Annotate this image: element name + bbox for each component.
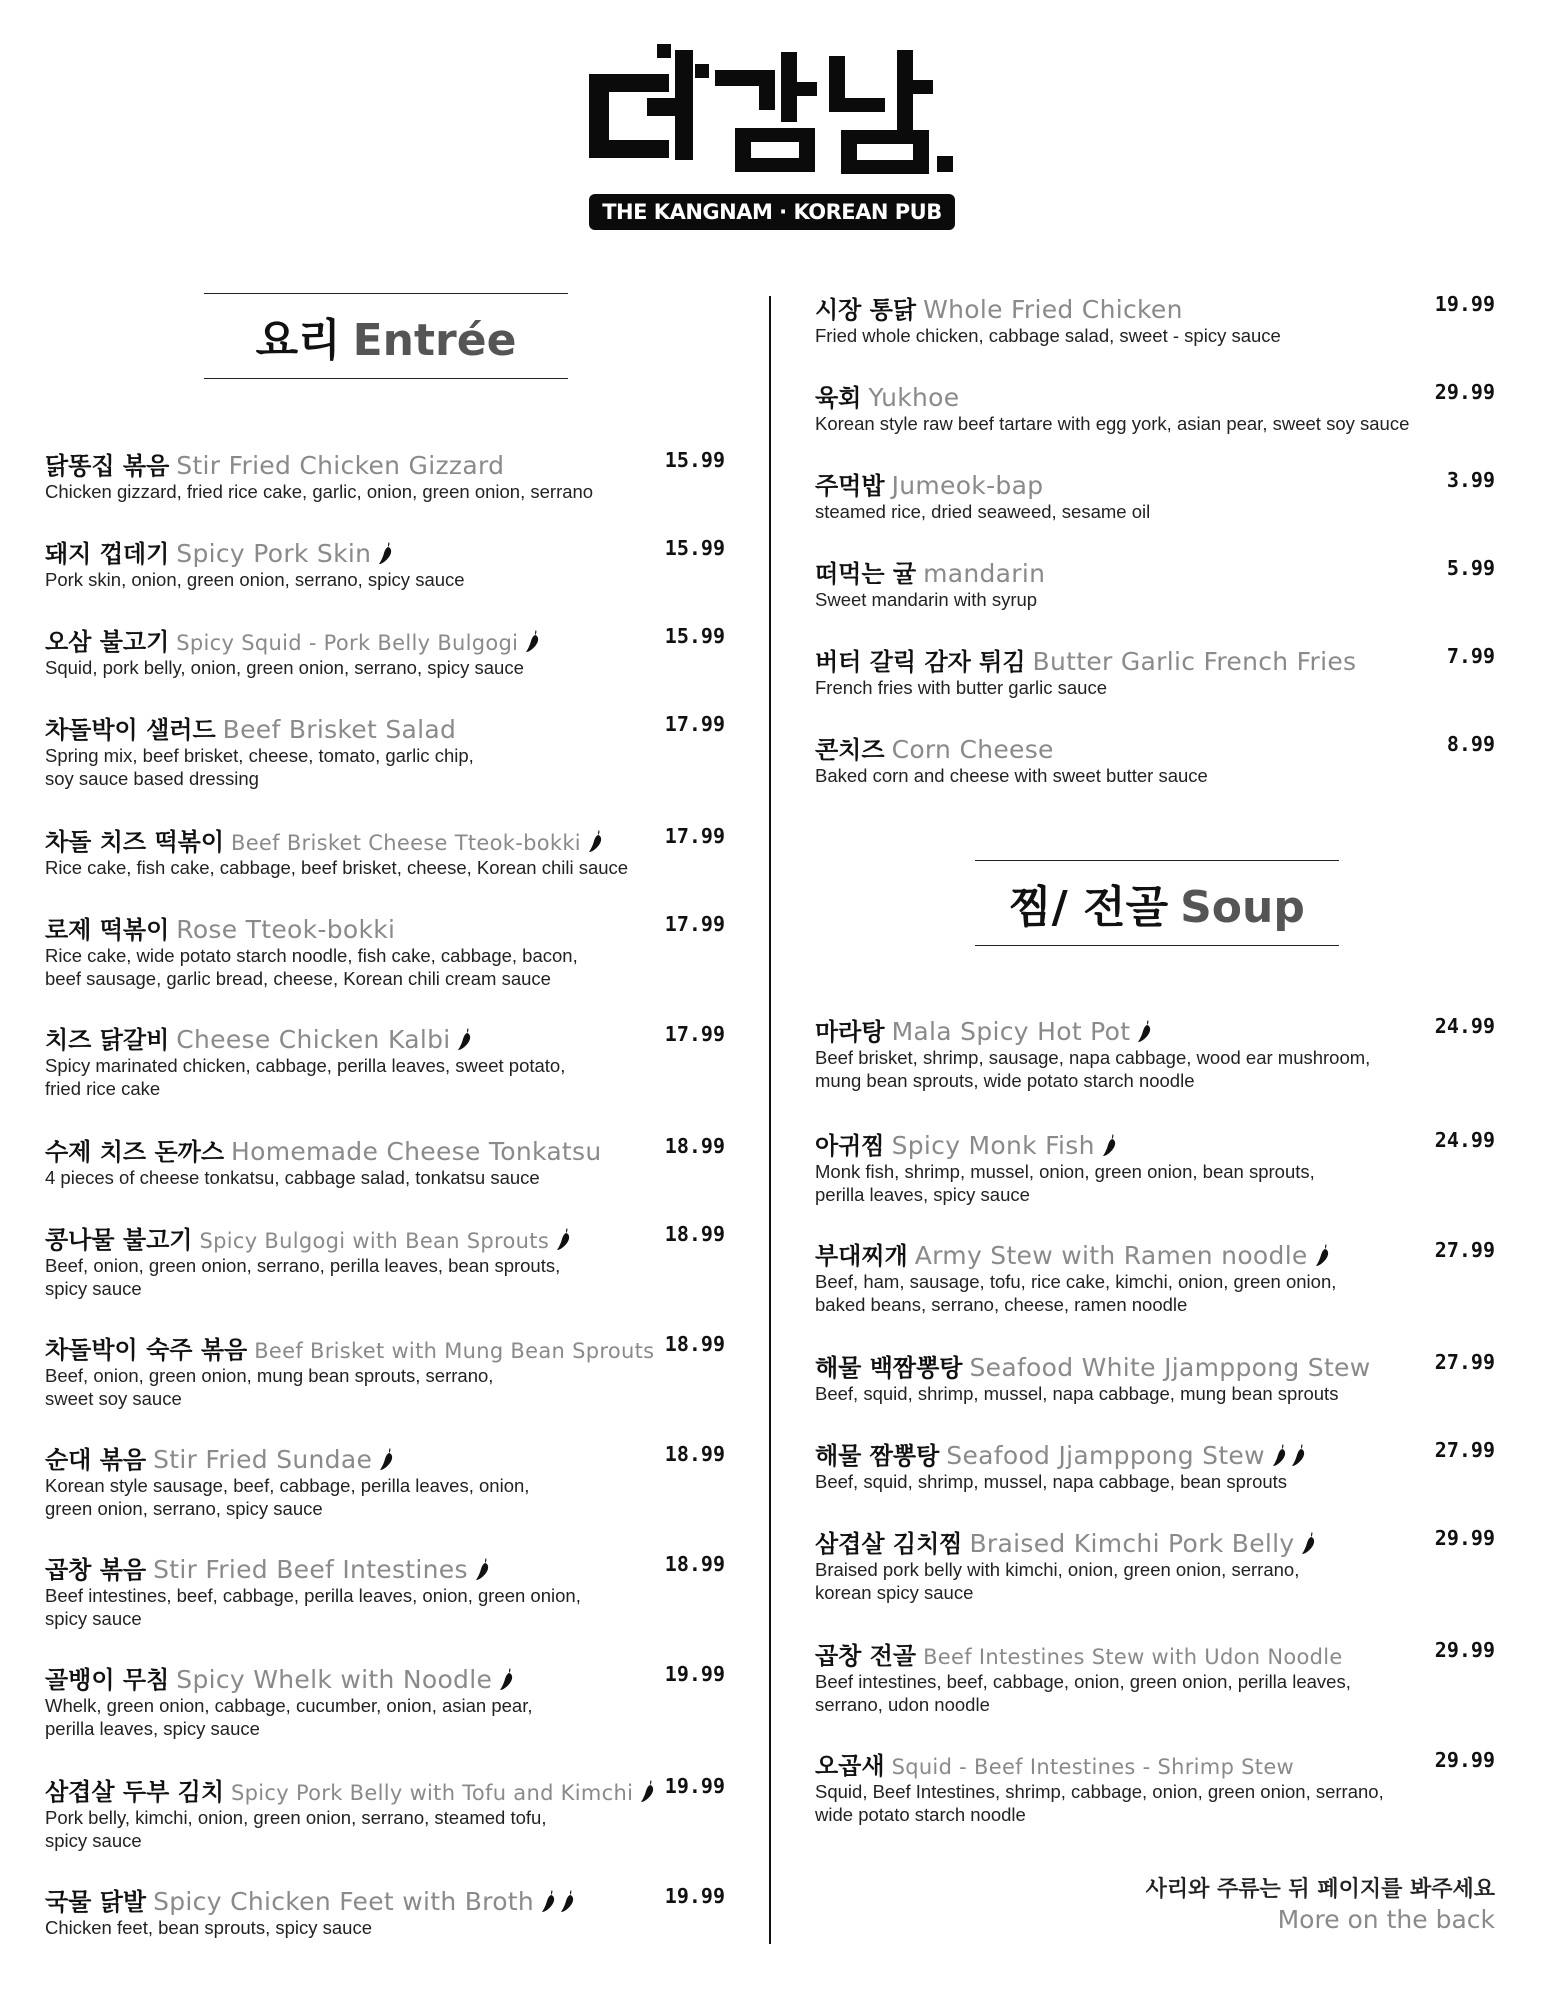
menu-item-description: Rice cake, fish cake, cabbage, beef brisket, cheese, Korean chili sauce	[45, 857, 629, 878]
menu-item-price: 8.99	[1446, 732, 1495, 756]
menu-item-title-line	[45, 1440, 725, 1474]
menu-item	[815, 466, 1495, 523]
section-title-en: Soup	[1180, 882, 1305, 933]
menu-item-name-ko: 곱창 볶음	[45, 1556, 147, 1584]
chili-pepper-icon	[1101, 1133, 1119, 1157]
menu-item-name-en: Spicy Pork Skin	[176, 539, 372, 568]
menu-item-description: Beef, squid, shrimp, mussel, napa cabbage, mung bean sprouts	[815, 1383, 1339, 1404]
menu-item-description: Monk fish, shrimp, mussel, onion, green onion, bean sprouts, perilla leaves, spicy sauce	[815, 1161, 1315, 1205]
menu-item	[815, 1126, 1495, 1206]
menu-item-price: 19.99	[1434, 292, 1495, 316]
menu-item-name-ko: 곱창 전골	[815, 1642, 917, 1670]
menu-item-title-line	[815, 466, 1495, 500]
menu-item-name-ko: 닭똥집 볶음	[45, 452, 170, 480]
menu-item-price: 15.99	[664, 624, 725, 648]
menu-item-name-en: Corn Cheese	[891, 735, 1054, 764]
menu-item	[45, 1020, 725, 1100]
menu-item-name-en: Braised Kimchi Pork Belly	[969, 1529, 1295, 1558]
menu-item-name-en: Cheese Chicken Kalbi	[176, 1025, 451, 1054]
menu-item	[45, 446, 725, 503]
menu-item-description: Whelk, green onion, cabbage, cucumber, onion, asian pear, perilla leaves, spicy sauce	[45, 1695, 533, 1739]
menu-item-description: Beef, onion, green onion, serrano, perilla leaves, bean sprouts, spicy sauce	[45, 1255, 561, 1299]
section-header-soup	[975, 860, 1339, 946]
menu-item-title-line	[815, 290, 1495, 324]
menu-item-name-ko: 콩나물 불고기	[45, 1226, 193, 1254]
menu-item-title-line	[815, 1746, 1495, 1780]
menu-item	[815, 1524, 1495, 1604]
menu-item-name-ko: 부대찌개	[815, 1242, 908, 1270]
menu-item-title-line	[815, 1436, 1495, 1470]
menu-item-name-en: Army Stew with Ramen noodle	[914, 1241, 1308, 1270]
menu-item-title-line	[815, 642, 1495, 676]
menu-item-description: Baked corn and cheese with sweet butter sauce	[815, 765, 1208, 786]
menu-item-name-ko: 해물 백짬뽕탕	[815, 1354, 963, 1382]
menu-item-price: 18.99	[664, 1552, 725, 1576]
section-header-entree	[204, 293, 568, 379]
menu-item-title-line	[45, 1882, 725, 1916]
menu-item-name-en: Beef Intestines Stew with Udon Noodle	[923, 1645, 1343, 1669]
menu-item-title-line	[45, 1132, 725, 1166]
more-on-back-note	[1146, 1872, 1495, 1934]
menu-item-name-ko: 골뱅이 무침	[45, 1666, 170, 1694]
menu-item	[815, 1746, 1495, 1826]
menu-item-description: Spicy marinated chicken, cabbage, perilla leaves, sweet potato, fried rice cake	[45, 1055, 566, 1099]
menu-item-name-ko: 주먹밥	[815, 472, 885, 500]
menu-item-name-ko: 수제 치즈 돈까스	[45, 1138, 224, 1166]
menu-item-price: 29.99	[1434, 1748, 1495, 1772]
menu-item-description: Beef brisket, shrimp, sausage, napa cabbage, wood ear mushroom, mung bean sprouts, wide potato starch noodle	[815, 1047, 1371, 1091]
menu-item-title-line	[45, 1550, 725, 1584]
menu-item-name-en: Seafood Jjamppong Stew	[946, 1441, 1265, 1470]
menu-item	[815, 1236, 1495, 1316]
menu-item-name-ko: 떠먹는 귤	[815, 560, 917, 588]
menu-item-title-line	[45, 534, 725, 568]
menu-item-name-ko: 아귀찜	[815, 1132, 885, 1160]
menu-item-name-en: Whole Fried Chicken	[923, 295, 1183, 324]
menu-item-title-line	[45, 1020, 725, 1054]
menu-item-description: Chicken feet, bean sprouts, spicy sauce	[45, 1917, 373, 1938]
menu-item-name-en: Beef Brisket Salad	[222, 715, 457, 744]
menu-item-description: Squid, Beef Intestines, shrimp, cabbage, onion, green onion, serrano, wide potato starch noodle	[815, 1781, 1384, 1825]
menu-item-description: French fries with butter garlic sauce	[815, 677, 1108, 698]
menu-item-name-en: Stir Fried Beef Intestines	[153, 1555, 468, 1584]
menu-item-title-line	[815, 1636, 1495, 1670]
menu-item-name-en: Spicy Pork Belly with Tofu and Kimchi	[231, 1781, 634, 1805]
menu-item-description: Spring mix, beef brisket, cheese, tomato, garlic chip, soy sauce based dressing	[45, 745, 474, 789]
menu-item-price: 27.99	[1434, 1350, 1495, 1374]
menu-item-name-ko: 차돌박이 샐러드	[45, 716, 216, 744]
menu-item-title-line	[815, 1012, 1495, 1046]
menu-item-name-en: Beef Brisket with Mung Bean Sprouts	[254, 1339, 655, 1363]
menu-item	[45, 1220, 725, 1300]
menu-item-name-en: Stir Fried Sundae	[153, 1445, 373, 1474]
menu-item-description: Beef, onion, green onion, mung bean sprouts, serrano, sweet soy sauce	[45, 1365, 494, 1409]
chili-pepper-icon	[1314, 1243, 1332, 1267]
menu-item	[815, 730, 1495, 787]
menu-item-name-ko: 오삼 불고기	[45, 628, 170, 656]
logo-tagline: THE KANGNAM · KOREAN PUB	[589, 194, 955, 230]
logo	[585, 44, 960, 232]
menu-item	[815, 290, 1495, 347]
menu-item-description: Pork belly, kimchi, onion, green onion, serrano, steamed tofu, spicy sauce	[45, 1807, 547, 1851]
menu-item-price: 3.99	[1446, 468, 1495, 492]
menu-item-name-ko: 차돌 치즈 떡볶이	[45, 828, 224, 856]
menu-item-name-en: Butter Garlic French Fries	[1032, 647, 1357, 676]
chili-pepper-icon	[587, 829, 605, 853]
chili-pepper-icon	[474, 1557, 492, 1581]
menu-item-title-line	[45, 1330, 725, 1364]
menu-item-title-line	[45, 822, 725, 856]
menu-item	[45, 1440, 725, 1520]
menu-item-name-ko: 시장 통닭	[815, 296, 917, 324]
menu-item-description: Korean style sausage, beef, cabbage, perilla leaves, onion, green onion, serrano, spicy sauce	[45, 1475, 530, 1519]
menu-item-price: 18.99	[664, 1134, 725, 1158]
menu-item-name-ko: 국물 닭발	[45, 1888, 147, 1916]
menu-item	[45, 1550, 725, 1630]
menu-item	[45, 622, 725, 679]
menu-item-description: Braised pork belly with kimchi, onion, green onion, serrano, korean spicy sauce	[815, 1559, 1300, 1603]
menu-item-name-en: Spicy Monk Fish	[891, 1131, 1095, 1160]
menu-item-description: Sweet mandarin with syrup	[815, 589, 1038, 610]
menu-item	[45, 822, 725, 879]
menu-item-description: Beef, squid, shrimp, mussel, napa cabbage, bean sprouts	[815, 1471, 1288, 1492]
menu-item-price: 27.99	[1434, 1238, 1495, 1262]
menu-item-price: 27.99	[1434, 1438, 1495, 1462]
menu-item-name-ko: 순대 볶음	[45, 1446, 147, 1474]
menu-item-price: 17.99	[664, 824, 725, 848]
menu-item-price: 29.99	[1434, 380, 1495, 404]
menu-item-name-en: Rose Tteok-bokki	[176, 915, 396, 944]
menu-item	[815, 378, 1495, 435]
menu-item	[45, 1132, 725, 1189]
menu-item-description: Squid, pork belly, onion, green onion, serrano, spicy sauce	[45, 657, 524, 678]
menu-item-name-ko: 버터 갈릭 감자 튀김	[815, 648, 1026, 676]
menu-item-price: 18.99	[664, 1332, 725, 1356]
menu-item-description: Chicken gizzard, fried rice cake, garlic, onion, green onion, serrano	[45, 481, 594, 502]
menu-item-name-en: Jumeok-bap	[891, 471, 1044, 500]
menu-item-description: 4 pieces of cheese tonkatsu, cabbage salad, tonkatsu sauce	[45, 1167, 540, 1188]
menu-item-name-en: Beef Brisket Cheese Tteok-bokki	[231, 831, 581, 855]
more-note-ko: 사리와 주류는 뒤 페이지를 봐주세요	[1145, 1877, 1495, 1902]
column-divider	[769, 296, 771, 1944]
menu-item-price: 29.99	[1434, 1526, 1495, 1550]
chili-pepper-icon	[559, 1889, 577, 1913]
menu-item-title-line	[815, 730, 1495, 764]
menu-item	[815, 1436, 1495, 1493]
menu-item-name-en: Spicy Bulgogi with Bean Sprouts	[199, 1229, 550, 1253]
menu-item-description: Beef, ham, sausage, tofu, rice cake, kimchi, onion, green onion, baked beans, serrano, cheese, ramen noodle	[815, 1271, 1337, 1315]
chili-pepper-icon	[540, 1889, 558, 1913]
menu-item-price: 17.99	[664, 1022, 725, 1046]
chili-pepper-icon	[378, 1447, 396, 1471]
menu-item	[45, 1330, 725, 1410]
logo-wordmark	[585, 44, 960, 180]
menu-item	[45, 1660, 725, 1740]
menu-item-title-line	[45, 446, 725, 480]
menu-item-name-ko: 삼겹살 김치찜	[815, 1530, 963, 1558]
menu-item-price: 17.99	[664, 912, 725, 936]
menu-item-title-line	[815, 1126, 1495, 1160]
menu-item-title-line	[45, 710, 725, 744]
section-title-soup	[1009, 871, 1305, 935]
menu-item-price: 7.99	[1446, 644, 1495, 668]
menu-item-title-line	[45, 622, 725, 656]
menu-item-name-en: mandarin	[923, 559, 1046, 588]
menu-item	[815, 554, 1495, 611]
menu-item-price: 19.99	[664, 1884, 725, 1908]
menu-item-price: 19.99	[664, 1662, 725, 1686]
chili-pepper-icon	[555, 1227, 573, 1251]
menu-item-price: 18.99	[664, 1442, 725, 1466]
menu-item-description: Beef intestines, beef, cabbage, onion, green onion, perilla leaves, serrano, udon noodle	[815, 1671, 1351, 1715]
menu-item-title-line	[815, 1348, 1495, 1382]
menu-item-name-en: Stir Fried Chicken Gizzard	[176, 451, 505, 480]
menu-item-title-line	[45, 1220, 725, 1254]
menu-item-price: 24.99	[1434, 1014, 1495, 1038]
menu-item-price: 15.99	[664, 536, 725, 560]
menu-item	[815, 1636, 1495, 1716]
menu-item-name-en: Spicy Squid - Pork Belly Bulgogi	[176, 631, 519, 655]
menu-item-name-ko: 마라탕	[815, 1018, 885, 1046]
section-title-ko: 찜/ 전골	[1009, 882, 1169, 933]
menu-item	[45, 910, 725, 990]
menu-item-name-ko: 삼겹살 두부 김치	[45, 1778, 224, 1806]
menu-item-title-line	[815, 378, 1495, 412]
menu-item-name-en: Seafood White Jjamppong Stew	[969, 1353, 1371, 1382]
menu-item	[45, 534, 725, 591]
menu-item-name-ko: 돼지 껍데기	[45, 540, 170, 568]
menu-item	[45, 1772, 725, 1852]
menu-item	[45, 710, 725, 790]
menu-item-name-en: Mala Spicy Hot Pot	[891, 1017, 1131, 1046]
menu-item-name-ko: 로제 떡볶이	[45, 916, 170, 944]
menu-item-title-line	[45, 910, 725, 944]
menu-item-name-ko: 오곱새	[815, 1752, 885, 1780]
menu-item-title-line	[45, 1660, 725, 1694]
chili-pepper-icon	[524, 629, 542, 653]
menu-item-title-line	[815, 1236, 1495, 1270]
menu-item-description: Korean style raw beef tartare with egg york, asian pear, sweet soy sauce	[815, 413, 1410, 434]
menu-item-title-line	[45, 1772, 725, 1806]
menu-item-description: Beef intestines, beef, cabbage, perilla leaves, onion, green onion, spicy sauce	[45, 1585, 581, 1629]
menu-item-name-en: Yukhoe	[868, 383, 960, 412]
menu-item-title-line	[815, 1524, 1495, 1558]
menu-item-price: 15.99	[664, 448, 725, 472]
chili-pepper-icon	[1290, 1443, 1308, 1467]
menu-item	[815, 1012, 1495, 1092]
menu-item-name-ko: 콘치즈	[815, 736, 885, 764]
menu-item	[45, 1882, 725, 1939]
section-title-entree	[256, 304, 517, 368]
menu-item-price: 18.99	[664, 1222, 725, 1246]
menu-item-name-ko: 차돌박이 숙주 볶음	[45, 1336, 248, 1364]
section-title-en: Entrée	[352, 315, 517, 366]
menu-item	[815, 1348, 1495, 1405]
chili-pepper-icon	[1136, 1019, 1154, 1043]
menu-item-description: Rice cake, wide potato starch noodle, fish cake, cabbage, bacon, beef sausage, garlic bread, cheese, Korean chili cream sauce	[45, 945, 578, 989]
chili-pepper-icon	[377, 541, 395, 565]
menu-item-price: 5.99	[1446, 556, 1495, 580]
menu-item-name-ko: 해물 짬뽕탕	[815, 1442, 940, 1470]
menu-item-price: 17.99	[664, 712, 725, 736]
menu-item-name-en: Homemade Cheese Tonkatsu	[231, 1137, 602, 1166]
menu-item-name-ko: 육회	[815, 384, 862, 412]
menu-item-price: 24.99	[1434, 1128, 1495, 1152]
menu-item-name-en: Squid - Beef Intestines - Shrimp Stew	[891, 1755, 1295, 1779]
menu-item-description: steamed rice, dried seaweed, sesame oil	[815, 501, 1151, 522]
menu-item-title-line	[815, 554, 1495, 588]
menu-item-price: 19.99	[664, 1774, 725, 1798]
chili-pepper-icon	[498, 1667, 516, 1691]
chili-pepper-icon	[1300, 1531, 1318, 1555]
menu-item-description: Fried whole chicken, cabbage salad, sweet - spicy sauce	[815, 325, 1281, 346]
chili-pepper-icon	[1271, 1443, 1289, 1467]
chili-pepper-icon	[639, 1779, 657, 1803]
more-note-en: More on the back	[1277, 1905, 1495, 1934]
menu-item-name-en: Spicy Whelk with Noodle	[176, 1665, 493, 1694]
menu-item-name-en: Spicy Chicken Feet with Broth	[153, 1887, 535, 1916]
menu-item-name-ko: 치즈 닭갈비	[45, 1026, 170, 1054]
menu-item-description: Pork skin, onion, green onion, serrano, spicy sauce	[45, 569, 465, 590]
menu-item	[815, 642, 1495, 699]
menu-item-price: 29.99	[1434, 1638, 1495, 1662]
section-title-ko: 요리	[255, 315, 341, 366]
chili-pepper-icon	[456, 1027, 474, 1051]
